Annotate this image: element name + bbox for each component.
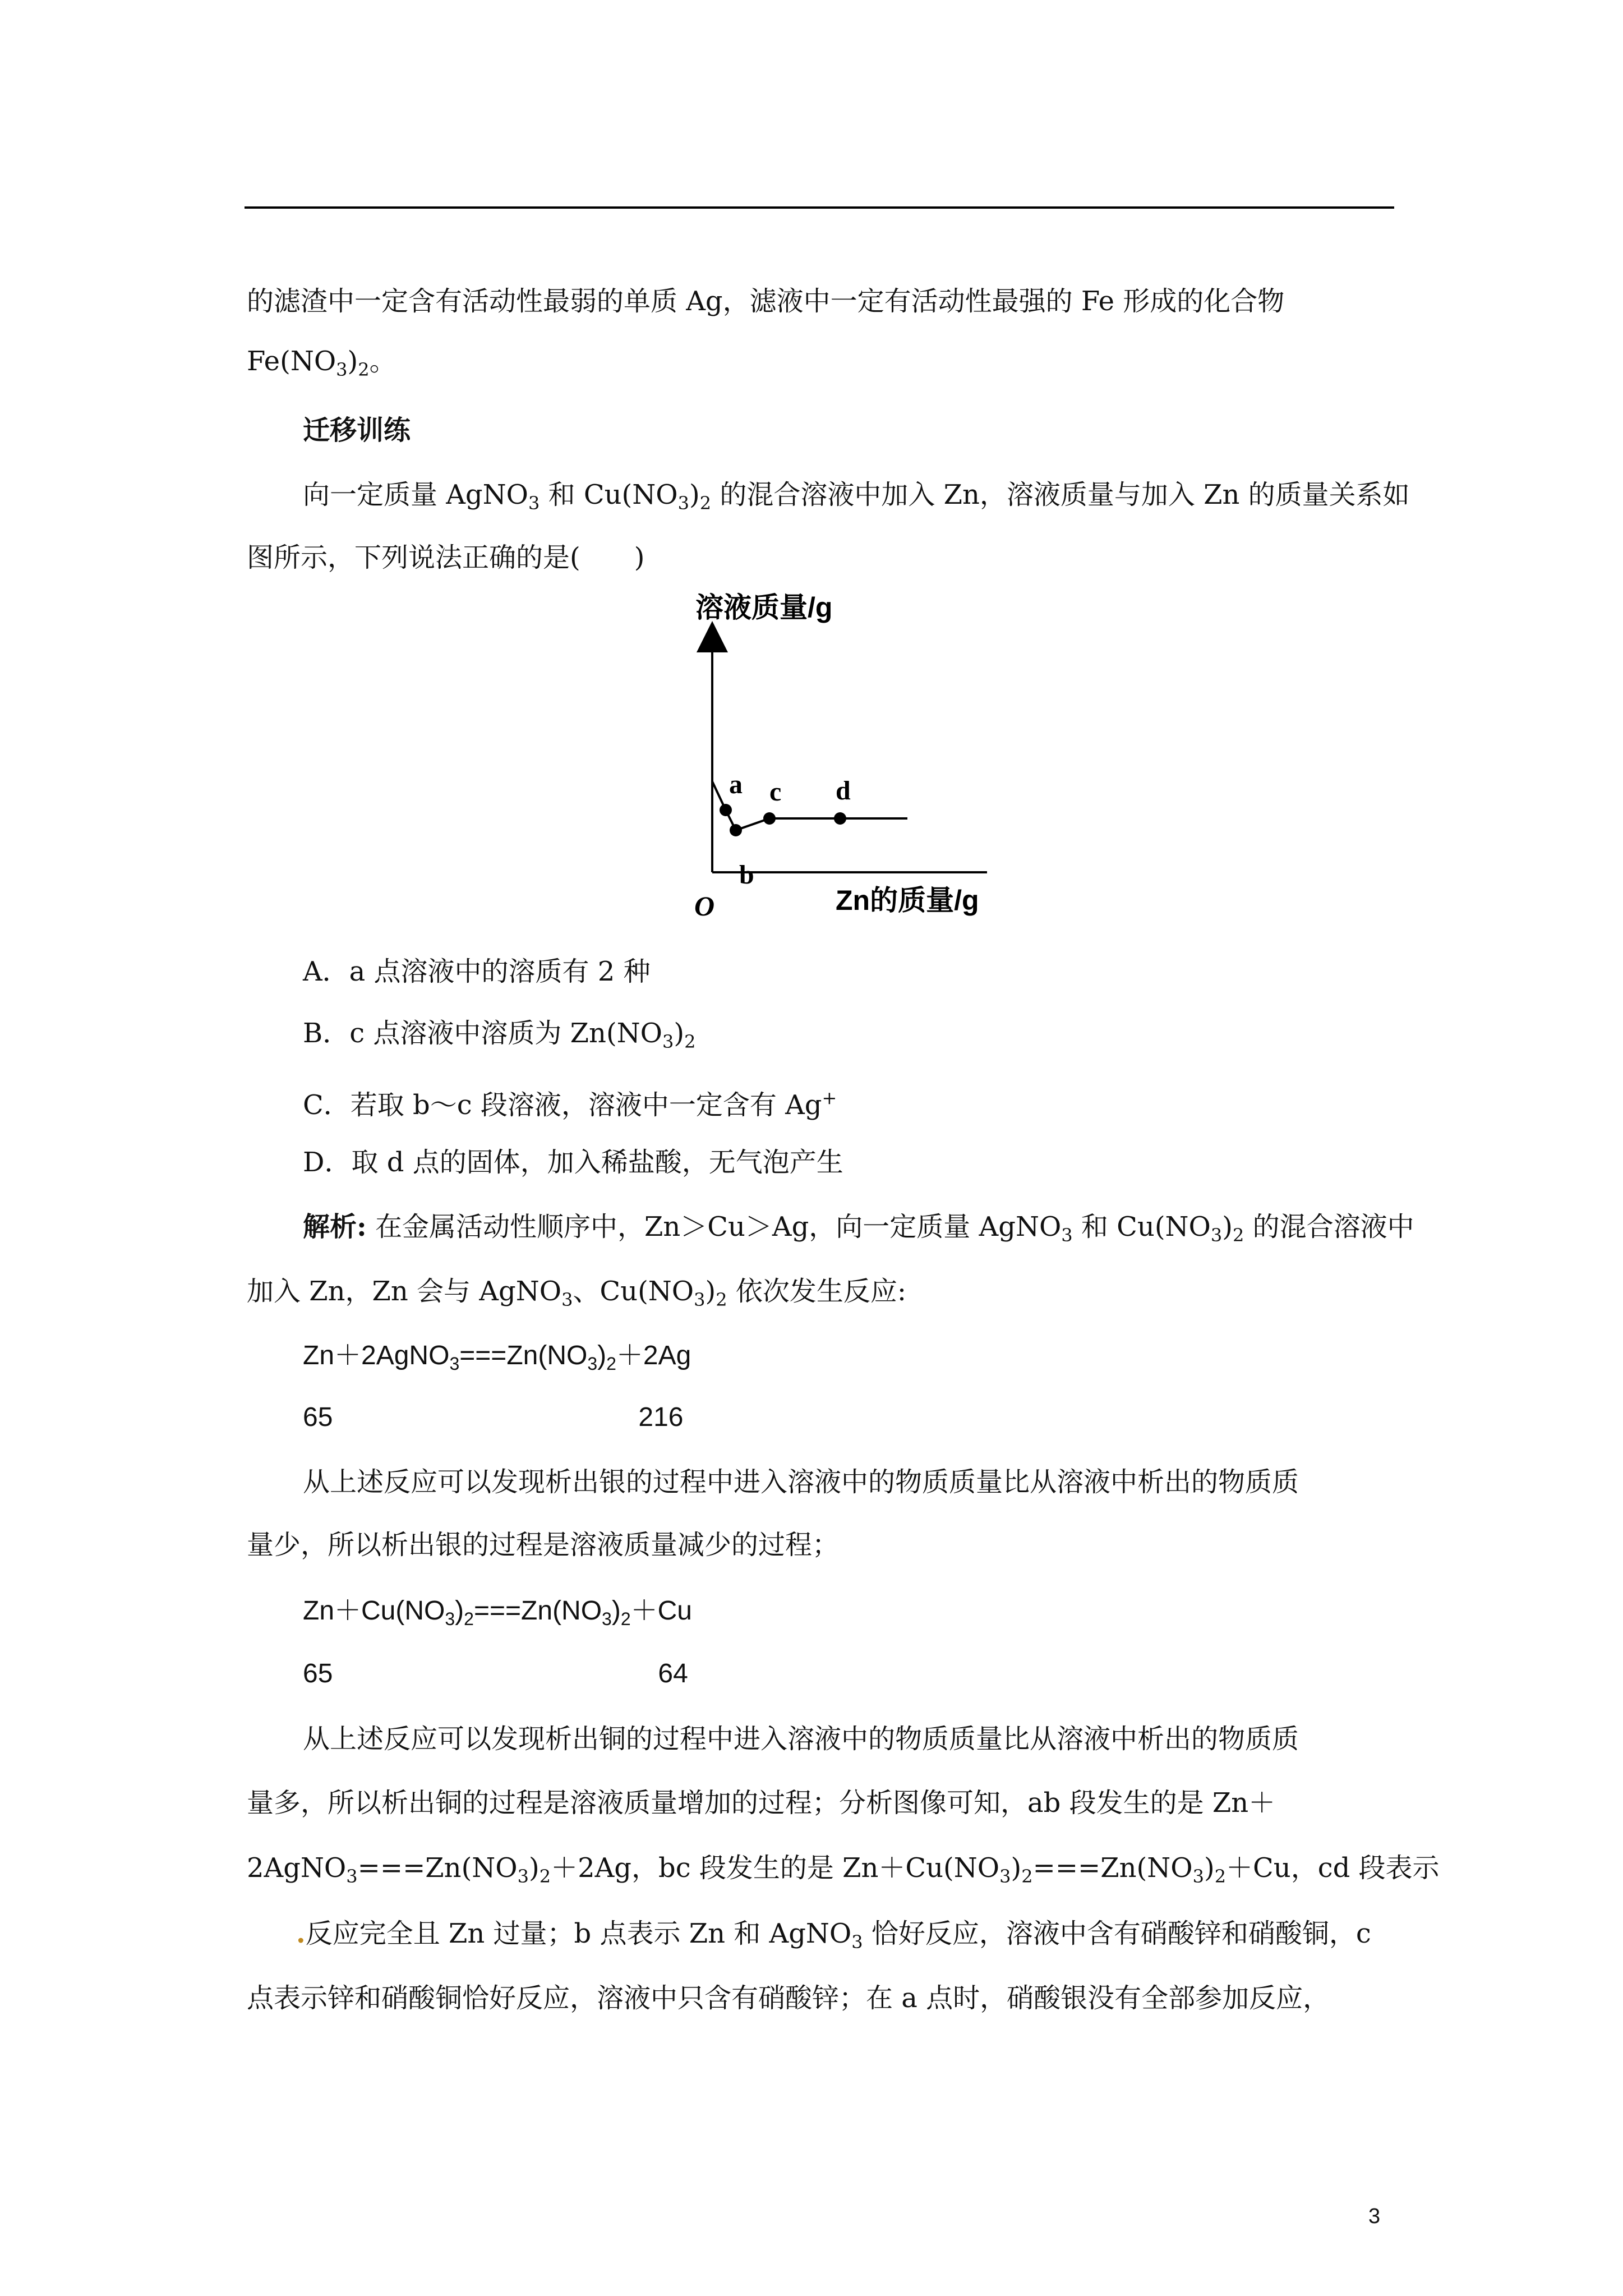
analysis-line-1: 解析: 在金属活动性顺序中，Zn＞Cu＞Ag，向一定质量 AgNO$_3$ 和 $Cu(NO_3)_2$ 的混合溶液中 <box>303 1211 1414 1246</box>
question-line-2: 图所示，下列说法正确的是( ) <box>247 542 645 573</box>
point-a <box>720 804 732 816</box>
origin-label: O <box>694 890 715 922</box>
point-d <box>834 812 846 825</box>
point-label-b: b <box>739 860 754 890</box>
equation-2-masses: 65 64 <box>303 1659 688 1688</box>
equation-1: $Zn+2AgNO_3===Zn(NO_3)_2+2Ag$ <box>303 1341 691 1374</box>
intro-line-1: 的滤渣中一定含有活动性最弱的单质 Ag，滤液中一定有活动性最强的 Fe 形成的化合物 <box>247 286 1285 317</box>
intro-line-2: $Fe(NO_3)_2$。 <box>247 346 396 380</box>
analysis-para-3-line-1: .反应完全且 Zn 过量；b 点表示 Zn 和 AgNO$_3$ 恰好反应，溶液中含有硝酸锌和硝酸铜，c <box>296 1918 1371 1953</box>
point-label-a: a <box>729 770 743 799</box>
page-number: 3 <box>1368 2205 1381 2228</box>
analysis-line-2: 加入 Zn，Zn 会与 AgNO$_3$、$Cu(NO_3)_2$ 依次发生反应: <box>247 1276 907 1310</box>
analysis-para-3-line-2: 点表示锌和硝酸铜恰好反应，溶液中只含有硝酸锌；在 a 点时，硝酸银没有全部参加反应， <box>247 1982 1330 2014</box>
analysis-para-2-line-3: $2AgNO_3===Zn(NO_3)_2+2Ag$，bc 段发生的是 $Zn+Cu(NO_3)_2===Zn(NO_3)_2+Cu$，cd 段表示 <box>247 1852 1440 1887</box>
solution-mass-chart <box>662 583 1021 931</box>
point-c <box>763 812 776 825</box>
analysis-para-1-line-2: 量少，所以析出银的过程是溶液质量减少的过程； <box>247 1529 840 1561</box>
point-label-d: d <box>836 776 851 806</box>
equation-2: $Zn+Cu(NO_3)_2===Zn(NO_3)_2+Cu$ <box>303 1596 692 1629</box>
option-d: D．取 d 点的固体，加入稀盐酸，无气泡产生 <box>303 1147 843 1178</box>
analysis-para-1-line-1: 从上述反应可以发现析出银的过程中进入溶液中的物质质量比从溶液中析出的物质质 <box>303 1466 1299 1498</box>
header-rule <box>245 206 1394 209</box>
question-line-1: 向一定质量 AgNO$_3$ 和 $Cu(NO_3)_2$ 的混合溶液中加入 Zn，溶液质量与加入 Zn 的质量关系如 <box>303 479 1410 514</box>
point-label-c: c <box>769 777 782 807</box>
analysis-para-2-line-1: 从上述反应可以发现析出铜的过程中进入溶液中的物质质量比从溶液中析出的物质质 <box>303 1723 1299 1755</box>
point-b <box>730 824 742 836</box>
section-title: 迁移训练 <box>303 415 411 446</box>
option-b: B．c 点溶液中溶质为 $Zn(NO_3)_2$ <box>303 1018 696 1052</box>
x-axis-label: Zn的质量/g <box>836 885 979 916</box>
y-axis-label: 溶液质量/g <box>695 592 833 623</box>
analysis-para-2-line-2: 量多，所以析出铜的过程是溶液质量增加的过程；分析图像可知，ab 段发生的是 Zn＋ <box>247 1787 1276 1819</box>
option-a: A．a 点溶液中的溶质有 2 种 <box>303 956 651 987</box>
option-c: C．若取 b～c 段溶液，溶液中一定含有 Ag+ <box>303 1087 837 1121</box>
equation-1-masses: 65 216 <box>303 1402 684 1432</box>
